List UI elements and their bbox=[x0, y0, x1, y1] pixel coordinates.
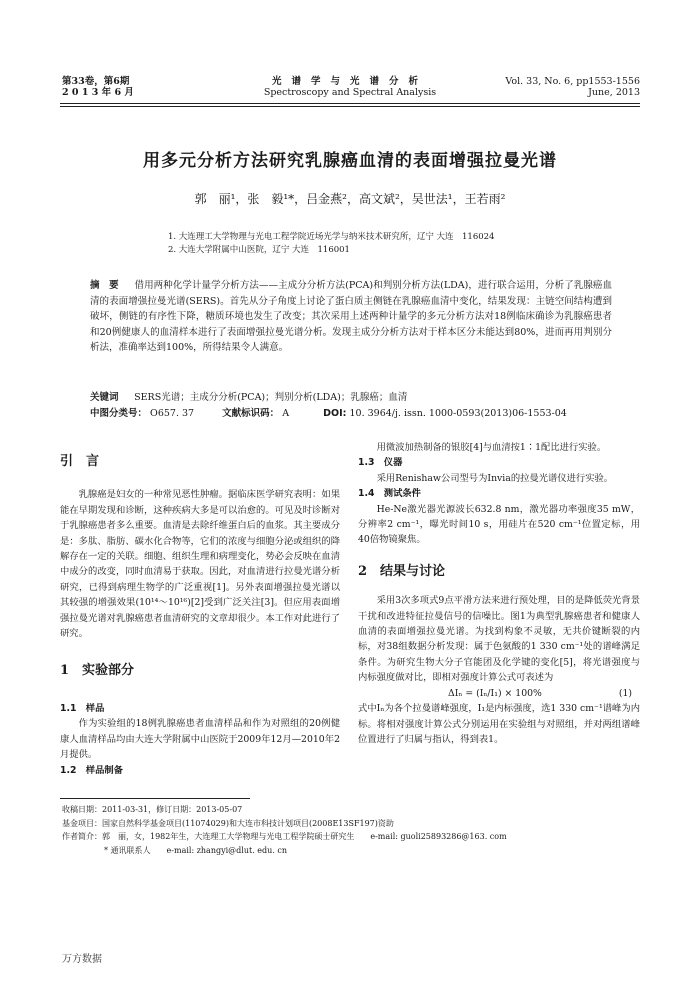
abstract bbox=[90, 278, 612, 356]
keywords-spacer bbox=[122, 392, 132, 403]
equation-number: (1) bbox=[618, 687, 632, 699]
author-list: 郭 丽¹，张 毅¹*，吕金燕²，高文斌²，吴世法¹，王若雨² bbox=[194, 192, 506, 206]
section-1-2-heading: 1.2 样品制备 bbox=[60, 764, 123, 776]
experiment-heading: 1 实验部分 bbox=[60, 663, 135, 679]
doc-code-label: 文献标识码： bbox=[222, 408, 280, 419]
citation-line: Vol. 33, No. 6, pp1553-1556 bbox=[505, 76, 640, 87]
right-column bbox=[358, 440, 640, 747]
section-1-3-text: 采用Renishaw公司型号为Invia的拉曼光谱仪进行实验。 bbox=[376, 472, 614, 484]
journal-citation bbox=[505, 76, 640, 98]
affiliation-1: 1. 大连理工大学物理与光电工程学院近场光学与纳米技术研究所，辽宁 大连 116024 bbox=[168, 232, 495, 242]
keywords-text: SERS光谱；主成分分析(PCA)；判别分析(LDA)；乳腺癌；血清 bbox=[134, 392, 408, 403]
section-1-4-heading: 1.4 测试条件 bbox=[358, 488, 421, 500]
equation-explanation: 式中Iₙ为各个拉曼谱峰强度，I₁是内标强度，选1 330 cm⁻¹谱峰为内标。将相对强度计算公式分别运用在实验组与对照组，并对两组谱峰位置进行了归属与指认，得到表1。 bbox=[358, 703, 640, 745]
watermark: 万方数据 bbox=[62, 954, 102, 965]
journal-name bbox=[240, 76, 460, 98]
intro-heading: 引 言 bbox=[60, 454, 100, 469]
journal-name-en: Spectroscopy and Spectral Analysis bbox=[263, 87, 437, 98]
equation-1 bbox=[358, 686, 640, 701]
section-1-4-text: He-Ne激光器光源波长632.8 nm，激光器功率强度35 mW，分辨率2 cm⁻¹，曝光时间10 s，用硅片在520 cm⁻¹位置定标，用40倍物镜聚焦。 bbox=[358, 503, 640, 546]
doc-code-value: A bbox=[282, 408, 290, 419]
affiliations bbox=[168, 231, 494, 257]
sample-prep-text: 用微波加热制备的银胶[4]与血清按1∶1配比进行实验。 bbox=[376, 442, 607, 453]
section-1-1-heading: 1.1 样品 bbox=[60, 702, 105, 714]
footnote-corresponding: * 通讯联系人 e-mail: zhangyi@dlut. edu. cn bbox=[104, 845, 288, 855]
journal-volume-issue bbox=[62, 76, 134, 98]
keywords-label: 关键词 bbox=[90, 392, 119, 403]
abstract-text: 借用两种化学计量学分析方法——主成分分析方法(PCA)和判别分析方法(LDA)，进行联合运用，分析了乳腺癌血清的表面增强拉曼光谱(SERS)。首先从分子角度上讨论了蛋白质主侧链在乳腺癌血清中变化，结果发现：主链空间结构遭到破坏，侧链的有序性下降，糖质环境也发生了改变；其次采用上述两种计量学的多元分析方法对18例临床确诊为乳腺癌患者和20例健康人的血清样本进行了表面增强拉曼光谱分析。发现主成分分析方法对于样本区分未能达到80%，进而再用判别分析法，准确率达到100%，所得结果令人满意。 bbox=[90, 280, 612, 353]
classification-line bbox=[90, 406, 612, 422]
results-paragraph: 采用3次多项式9点平滑方法来进行预处理，目的是降低荧光背景干扰和改进特征拉曼信号的信噪比。图1为典型乳腺癌患者和健康人血清的表面增强拉曼光谱。为找到构象不灵敏，无共价键断裂的内标，对38组数据分析发现：属于色氨酸的1 330 cm⁻¹处的谱峰满足条件。为研究生物大分子官能团及化学键的变化[5]，将光谱强度与内标强度做对比，即相对强度计算公式可表述为 bbox=[358, 595, 640, 684]
keywords-block bbox=[90, 390, 612, 422]
section-1-1-text: 作为实验组的18例乳腺癌患者血清样品和作为对照组的20例健康人血清样品均由大连大学附属中山医院于2009年12月—2010年2月提供。 bbox=[60, 718, 340, 761]
left-column bbox=[60, 440, 340, 778]
date-line: 2 0 1 3 年 6 月 bbox=[62, 87, 134, 98]
footnote-fund: 基金项目：国家自然科学基金项目(11074029)和大连市科技计划项目(2008E13SF197)资助 bbox=[62, 818, 394, 828]
header-rule-thin bbox=[60, 106, 640, 107]
keywords-line bbox=[90, 390, 612, 406]
abstract-spacer bbox=[122, 280, 132, 291]
header-rule bbox=[60, 103, 640, 104]
clc-label: 中图分类号： bbox=[90, 408, 148, 419]
equation-expression: ΔIₙ = (Iₙ/I₁) × 100% bbox=[448, 687, 542, 699]
footnote-received: 收稿日期：2011-03-31，修订日期：2013-05-07 bbox=[62, 805, 243, 814]
doi-value: 10. 3964/j. issn. 1000-0593(2013)06-1553-04 bbox=[349, 408, 567, 419]
doi-label: DOI: bbox=[323, 408, 347, 419]
footnote-bio: 作者简介：郭 丽，女，1982年生，大连理工大学物理与光电工程学院硕士研究生 e-mail: guoli25893286@163. com bbox=[62, 832, 507, 841]
intro-paragraph: 乳腺癌是妇女的一种常见恶性肿瘤。据临床医学研究表明：如果能在早期发现和诊断，这种疾病大多是可以治愈的。可见及时诊断对于乳腺癌患者多么重要。血清是去除纤维蛋白后的血浆。其主要成分是：多肽、脂肪、碳水化合物等，它们的浓度与细胞分泌或组织的降解存在一定的关联。细胞、组织生理和病理变化，势必会反映在血清中成分的改变，同时血清易于获取。因此，对血清进行拉曼光谱分析研究，已得到病理生物学的广泛重视[1]。另外表面增强拉曼光谱以其较强的增强效果(10¹⁴～10¹⁶)[2]受到广泛关注[3]。但应用表面增强拉曼光谱对乳腺癌患者血清研究的文章却很少。本工作对此进行了研究。 bbox=[60, 489, 340, 640]
affiliation-2: 2. 大连大学附属中山医院，辽宁 大连 116001 bbox=[168, 245, 350, 255]
paper-title: 用多元分析方法研究乳腺癌血清的表面增强拉曼光谱 bbox=[143, 151, 557, 171]
footnote-rule bbox=[60, 798, 250, 799]
section-1-3-heading: 1.3 仪器 bbox=[358, 457, 403, 469]
journal-name-cn: 光谱学与光谱分析 bbox=[271, 76, 428, 87]
citation-date: June, 2013 bbox=[588, 87, 640, 98]
volume-line: 第33卷，第6期 bbox=[62, 76, 130, 87]
footnotes bbox=[62, 803, 642, 857]
abstract-label: 摘 要 bbox=[90, 280, 119, 291]
results-heading: 2 结果与讨论 bbox=[358, 563, 446, 579]
clc-value: O657. 37 bbox=[150, 408, 195, 419]
